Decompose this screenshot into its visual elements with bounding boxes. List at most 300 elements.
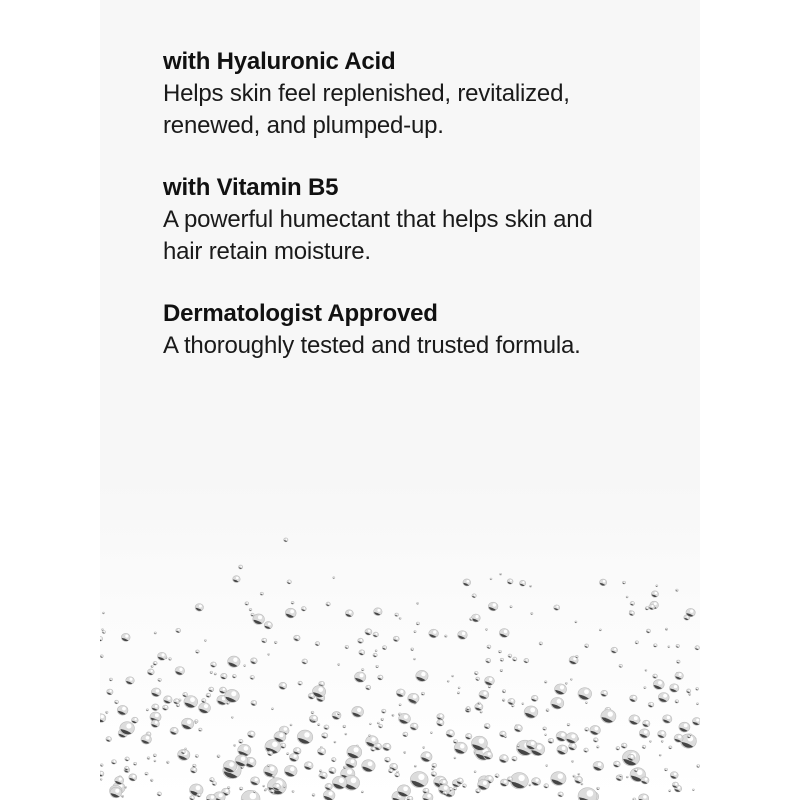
droplet <box>675 700 679 703</box>
droplet <box>458 631 468 640</box>
droplet <box>510 606 512 608</box>
droplet <box>100 771 104 776</box>
droplet <box>124 786 126 788</box>
droplet <box>264 789 266 791</box>
droplet <box>445 635 448 637</box>
droplet <box>630 695 638 702</box>
benefit-description-line: renewed, and plumped-up. <box>163 112 444 139</box>
droplet <box>262 638 267 643</box>
droplet <box>109 678 112 681</box>
droplet <box>597 787 600 790</box>
droplet <box>551 772 566 786</box>
droplet <box>263 785 265 787</box>
droplet <box>453 787 456 790</box>
droplet <box>253 791 255 793</box>
droplet <box>397 785 410 797</box>
droplet <box>642 745 646 748</box>
droplet <box>352 706 364 717</box>
droplet <box>543 727 547 730</box>
droplet <box>565 682 567 684</box>
droplet <box>343 766 346 769</box>
benefit-title: Dermatologist Approved <box>163 300 438 327</box>
droplet <box>100 655 103 658</box>
droplet <box>158 678 162 681</box>
droplet <box>244 665 246 667</box>
droplet <box>676 589 679 591</box>
droplet <box>486 658 491 663</box>
droplet <box>274 731 286 742</box>
droplet <box>325 783 332 790</box>
droplet <box>585 728 589 732</box>
droplet <box>333 577 335 579</box>
droplet <box>326 602 330 606</box>
droplet <box>271 708 273 710</box>
droplet <box>111 760 116 765</box>
droplet <box>378 675 383 680</box>
droplet <box>484 676 494 685</box>
droplet <box>514 725 522 732</box>
droplet <box>429 629 439 638</box>
droplet <box>302 659 308 664</box>
droplet <box>195 755 198 758</box>
benefit-vitamin-b5 <box>163 172 683 268</box>
droplet <box>154 632 156 634</box>
droplet <box>642 720 650 727</box>
droplet <box>437 714 444 721</box>
droplet <box>466 707 470 711</box>
droplet <box>393 636 399 641</box>
droplet <box>653 674 658 678</box>
droplet <box>524 658 529 663</box>
droplet <box>267 765 269 767</box>
droplet <box>619 664 623 667</box>
benefit-description-line: A powerful humectant that helps skin and <box>163 206 593 233</box>
droplet <box>373 632 379 637</box>
droplet <box>656 585 658 587</box>
droplet <box>312 686 325 698</box>
droplet <box>567 723 570 726</box>
droplet <box>484 723 490 728</box>
droplet <box>474 671 478 674</box>
benefit-description-line: hair retain moisture. <box>163 238 371 265</box>
droplet <box>697 765 700 768</box>
droplet <box>689 693 691 695</box>
droplet <box>470 618 473 621</box>
droplet <box>163 696 172 704</box>
droplet <box>575 776 583 783</box>
droplet <box>329 767 336 773</box>
droplet <box>162 705 168 710</box>
droplet <box>601 690 608 696</box>
droplet <box>274 641 277 644</box>
droplet <box>546 765 548 767</box>
droplet <box>529 784 531 786</box>
droplet <box>290 724 292 726</box>
droplet <box>531 695 538 701</box>
droplet <box>204 640 206 642</box>
droplet <box>146 709 148 711</box>
droplet <box>431 772 436 777</box>
droplet <box>645 669 647 671</box>
benefit-title: with Hyaluronic Acid <box>163 48 396 75</box>
droplet <box>452 675 454 677</box>
droplet <box>381 718 384 721</box>
droplet <box>121 795 123 797</box>
droplet <box>297 730 313 744</box>
droplet <box>593 738 598 742</box>
droplet <box>490 578 492 580</box>
droplet <box>120 722 135 735</box>
benefit-dermatologist-approved <box>163 298 683 362</box>
benefits-list <box>163 46 683 392</box>
droplet <box>150 779 153 781</box>
droplet <box>593 761 604 770</box>
droplet <box>346 758 357 768</box>
droplet <box>304 762 313 770</box>
droplet <box>676 644 679 647</box>
droplet <box>546 709 549 712</box>
benefit-description-line: A thoroughly tested and trusted formula. <box>163 332 581 359</box>
droplet <box>649 604 655 609</box>
droplet <box>508 698 515 704</box>
droplet <box>231 717 233 719</box>
droplet <box>201 699 205 703</box>
droplet <box>396 689 405 697</box>
droplet <box>639 729 649 738</box>
droplet <box>359 650 365 655</box>
droplet <box>585 644 589 648</box>
droplet <box>238 565 242 569</box>
droplet <box>311 711 314 714</box>
droplet <box>272 775 275 778</box>
droplet <box>403 732 408 737</box>
droplet <box>573 775 575 777</box>
droplet <box>526 740 537 750</box>
droplet <box>270 789 274 793</box>
droplet <box>154 760 156 762</box>
droplet <box>597 746 600 748</box>
droplet <box>635 641 638 644</box>
droplet <box>690 734 692 736</box>
droplet <box>233 576 241 583</box>
droplet <box>319 772 327 779</box>
droplet <box>644 687 646 689</box>
droplet <box>462 784 466 788</box>
droplet <box>645 607 649 610</box>
droplet <box>399 713 411 724</box>
droplet <box>512 756 517 761</box>
droplet <box>100 764 103 767</box>
droplet <box>476 789 481 793</box>
droplet <box>558 792 563 797</box>
droplet <box>430 732 432 734</box>
droplet <box>500 658 504 661</box>
droplet <box>175 667 185 676</box>
droplet <box>695 646 700 650</box>
droplet <box>322 733 328 739</box>
droplet <box>659 754 661 756</box>
droplet <box>585 702 587 704</box>
droplet <box>251 700 257 705</box>
droplet <box>668 646 670 648</box>
droplet <box>634 768 638 772</box>
droplet <box>253 614 265 624</box>
droplet <box>345 645 349 648</box>
droplet <box>417 602 419 604</box>
droplet <box>399 617 401 619</box>
droplet <box>692 718 700 726</box>
droplet <box>381 709 386 713</box>
droplet <box>458 687 460 689</box>
droplet <box>100 779 102 781</box>
droplet <box>669 684 678 693</box>
droplet <box>686 689 691 693</box>
droplet <box>331 758 336 762</box>
droplet <box>414 631 416 633</box>
droplet <box>407 796 413 800</box>
droplet <box>170 727 178 734</box>
droplet <box>358 638 364 643</box>
droplet <box>241 790 260 800</box>
droplet <box>152 704 159 711</box>
droplet <box>499 731 506 737</box>
droplet <box>264 622 272 629</box>
droplet <box>195 604 203 612</box>
droplet <box>578 773 580 775</box>
droplet <box>378 724 382 728</box>
droplet <box>499 755 508 763</box>
droplet <box>551 697 564 709</box>
benefit-title: with Vitamin B5 <box>163 174 339 201</box>
droplet <box>584 748 589 752</box>
droplet <box>309 715 318 723</box>
droplet <box>210 778 215 782</box>
droplet <box>674 734 683 742</box>
droplet <box>107 689 113 695</box>
droplet <box>661 740 663 742</box>
droplet <box>488 602 498 611</box>
droplet <box>206 693 211 697</box>
droplet <box>157 652 166 660</box>
droplet <box>665 628 667 630</box>
droplet <box>345 610 353 617</box>
droplet <box>125 757 130 761</box>
droplet <box>114 700 118 704</box>
droplet <box>423 793 433 800</box>
droplet <box>578 788 597 800</box>
droplet <box>410 723 418 730</box>
droplet <box>100 714 106 723</box>
droplet <box>284 765 297 777</box>
droplet <box>248 731 256 738</box>
droplet <box>662 715 671 724</box>
droplet <box>392 714 394 716</box>
droplet <box>487 645 491 649</box>
droplet <box>530 585 532 587</box>
droplet <box>106 711 108 713</box>
droplet <box>446 730 454 738</box>
droplet <box>169 658 172 661</box>
droplet <box>648 702 654 707</box>
droplet <box>287 753 289 755</box>
droplet <box>312 794 315 797</box>
droplet <box>250 675 255 679</box>
droplet <box>646 629 650 633</box>
droplet <box>183 692 188 696</box>
droplet <box>421 692 424 695</box>
benefit-description-line: Helps skin feel replenished, revitalized, <box>163 80 570 107</box>
droplet <box>669 790 671 792</box>
droplet <box>125 766 129 770</box>
droplet <box>557 745 568 755</box>
droplet <box>423 747 425 749</box>
droplet <box>630 601 635 605</box>
droplet <box>195 722 197 724</box>
droplet <box>176 704 180 707</box>
droplet <box>578 688 592 700</box>
droplet <box>190 767 197 773</box>
droplet <box>626 776 628 778</box>
droplet <box>133 762 136 765</box>
droplet <box>454 742 467 754</box>
droplet <box>319 770 322 772</box>
droplet <box>374 608 383 616</box>
droplet <box>664 768 667 771</box>
droplet <box>619 775 622 778</box>
droplet <box>499 629 509 638</box>
droplet <box>345 733 347 735</box>
droplet <box>639 794 649 800</box>
droplet <box>264 765 278 777</box>
droplet <box>323 790 335 800</box>
droplet <box>217 755 220 758</box>
benefit-hyaluronic-acid <box>163 46 683 142</box>
droplet <box>377 722 379 724</box>
droplet <box>332 776 347 789</box>
droplet <box>410 772 428 788</box>
droplet <box>100 636 103 641</box>
droplet <box>432 763 437 767</box>
droplet <box>337 713 340 715</box>
droplet <box>500 573 502 575</box>
droplet <box>376 665 379 668</box>
droplet <box>176 628 181 632</box>
droplet <box>354 672 365 682</box>
droplet <box>696 688 699 691</box>
droplet <box>250 658 257 664</box>
droplet <box>181 718 193 729</box>
droplet <box>324 725 329 730</box>
droplet <box>301 607 306 612</box>
droplet <box>238 744 251 756</box>
droplet <box>117 705 128 715</box>
droplet <box>669 746 672 749</box>
droplet <box>510 773 528 789</box>
droplet <box>499 650 502 653</box>
droplet <box>454 757 456 759</box>
droplet <box>531 612 533 614</box>
droplet <box>268 654 270 656</box>
droplet <box>212 782 216 786</box>
droplet <box>548 738 554 743</box>
droplet <box>616 747 620 750</box>
droplet <box>190 796 195 800</box>
droplet <box>679 722 690 732</box>
droplet <box>102 612 104 614</box>
droplet <box>485 629 487 631</box>
droplet <box>512 657 516 661</box>
droplet <box>153 754 156 757</box>
droplet <box>199 728 203 731</box>
droplet <box>539 642 542 645</box>
droplet <box>291 601 294 604</box>
droplet <box>476 677 480 681</box>
product-benefits-panel <box>100 0 700 800</box>
droplet <box>251 613 254 616</box>
droplet <box>239 787 242 790</box>
droplet <box>250 777 259 785</box>
droplet <box>106 737 112 742</box>
droplet <box>126 677 135 685</box>
droplet <box>166 761 169 763</box>
droplet <box>388 769 393 773</box>
droplet <box>214 673 216 675</box>
droplet <box>151 720 159 728</box>
droplet <box>421 752 432 762</box>
droplet <box>174 699 180 704</box>
droplet <box>151 688 161 697</box>
droplet <box>653 644 657 647</box>
droplet <box>283 786 285 788</box>
droplet <box>385 757 391 762</box>
droplet <box>129 774 137 781</box>
droplet <box>115 776 124 784</box>
droplet <box>157 792 161 796</box>
droplet <box>416 622 419 625</box>
droplet <box>408 693 419 703</box>
droplet <box>613 761 620 767</box>
droplet <box>206 794 216 800</box>
droplet <box>511 705 514 707</box>
droplet <box>463 579 471 586</box>
droplet <box>629 715 640 725</box>
droplet <box>517 745 520 747</box>
droplet <box>239 739 243 743</box>
droplet <box>369 723 371 725</box>
droplet <box>293 747 301 754</box>
droplet <box>267 751 272 756</box>
droplet <box>575 655 578 657</box>
droplet <box>457 692 459 694</box>
droplet <box>287 580 292 584</box>
droplet <box>431 768 433 770</box>
droplet <box>502 699 505 701</box>
droplet <box>570 679 572 681</box>
droplet <box>234 744 236 746</box>
droplet <box>507 579 513 584</box>
droplet <box>210 662 216 667</box>
droplet <box>575 621 577 623</box>
droplet <box>544 784 549 788</box>
droplet <box>145 772 148 775</box>
droplet <box>365 629 372 635</box>
droplet <box>249 608 252 610</box>
droplet <box>554 684 566 695</box>
droplet <box>361 669 364 671</box>
droplet <box>447 680 449 682</box>
droplet <box>184 696 198 708</box>
droplet <box>228 656 241 667</box>
